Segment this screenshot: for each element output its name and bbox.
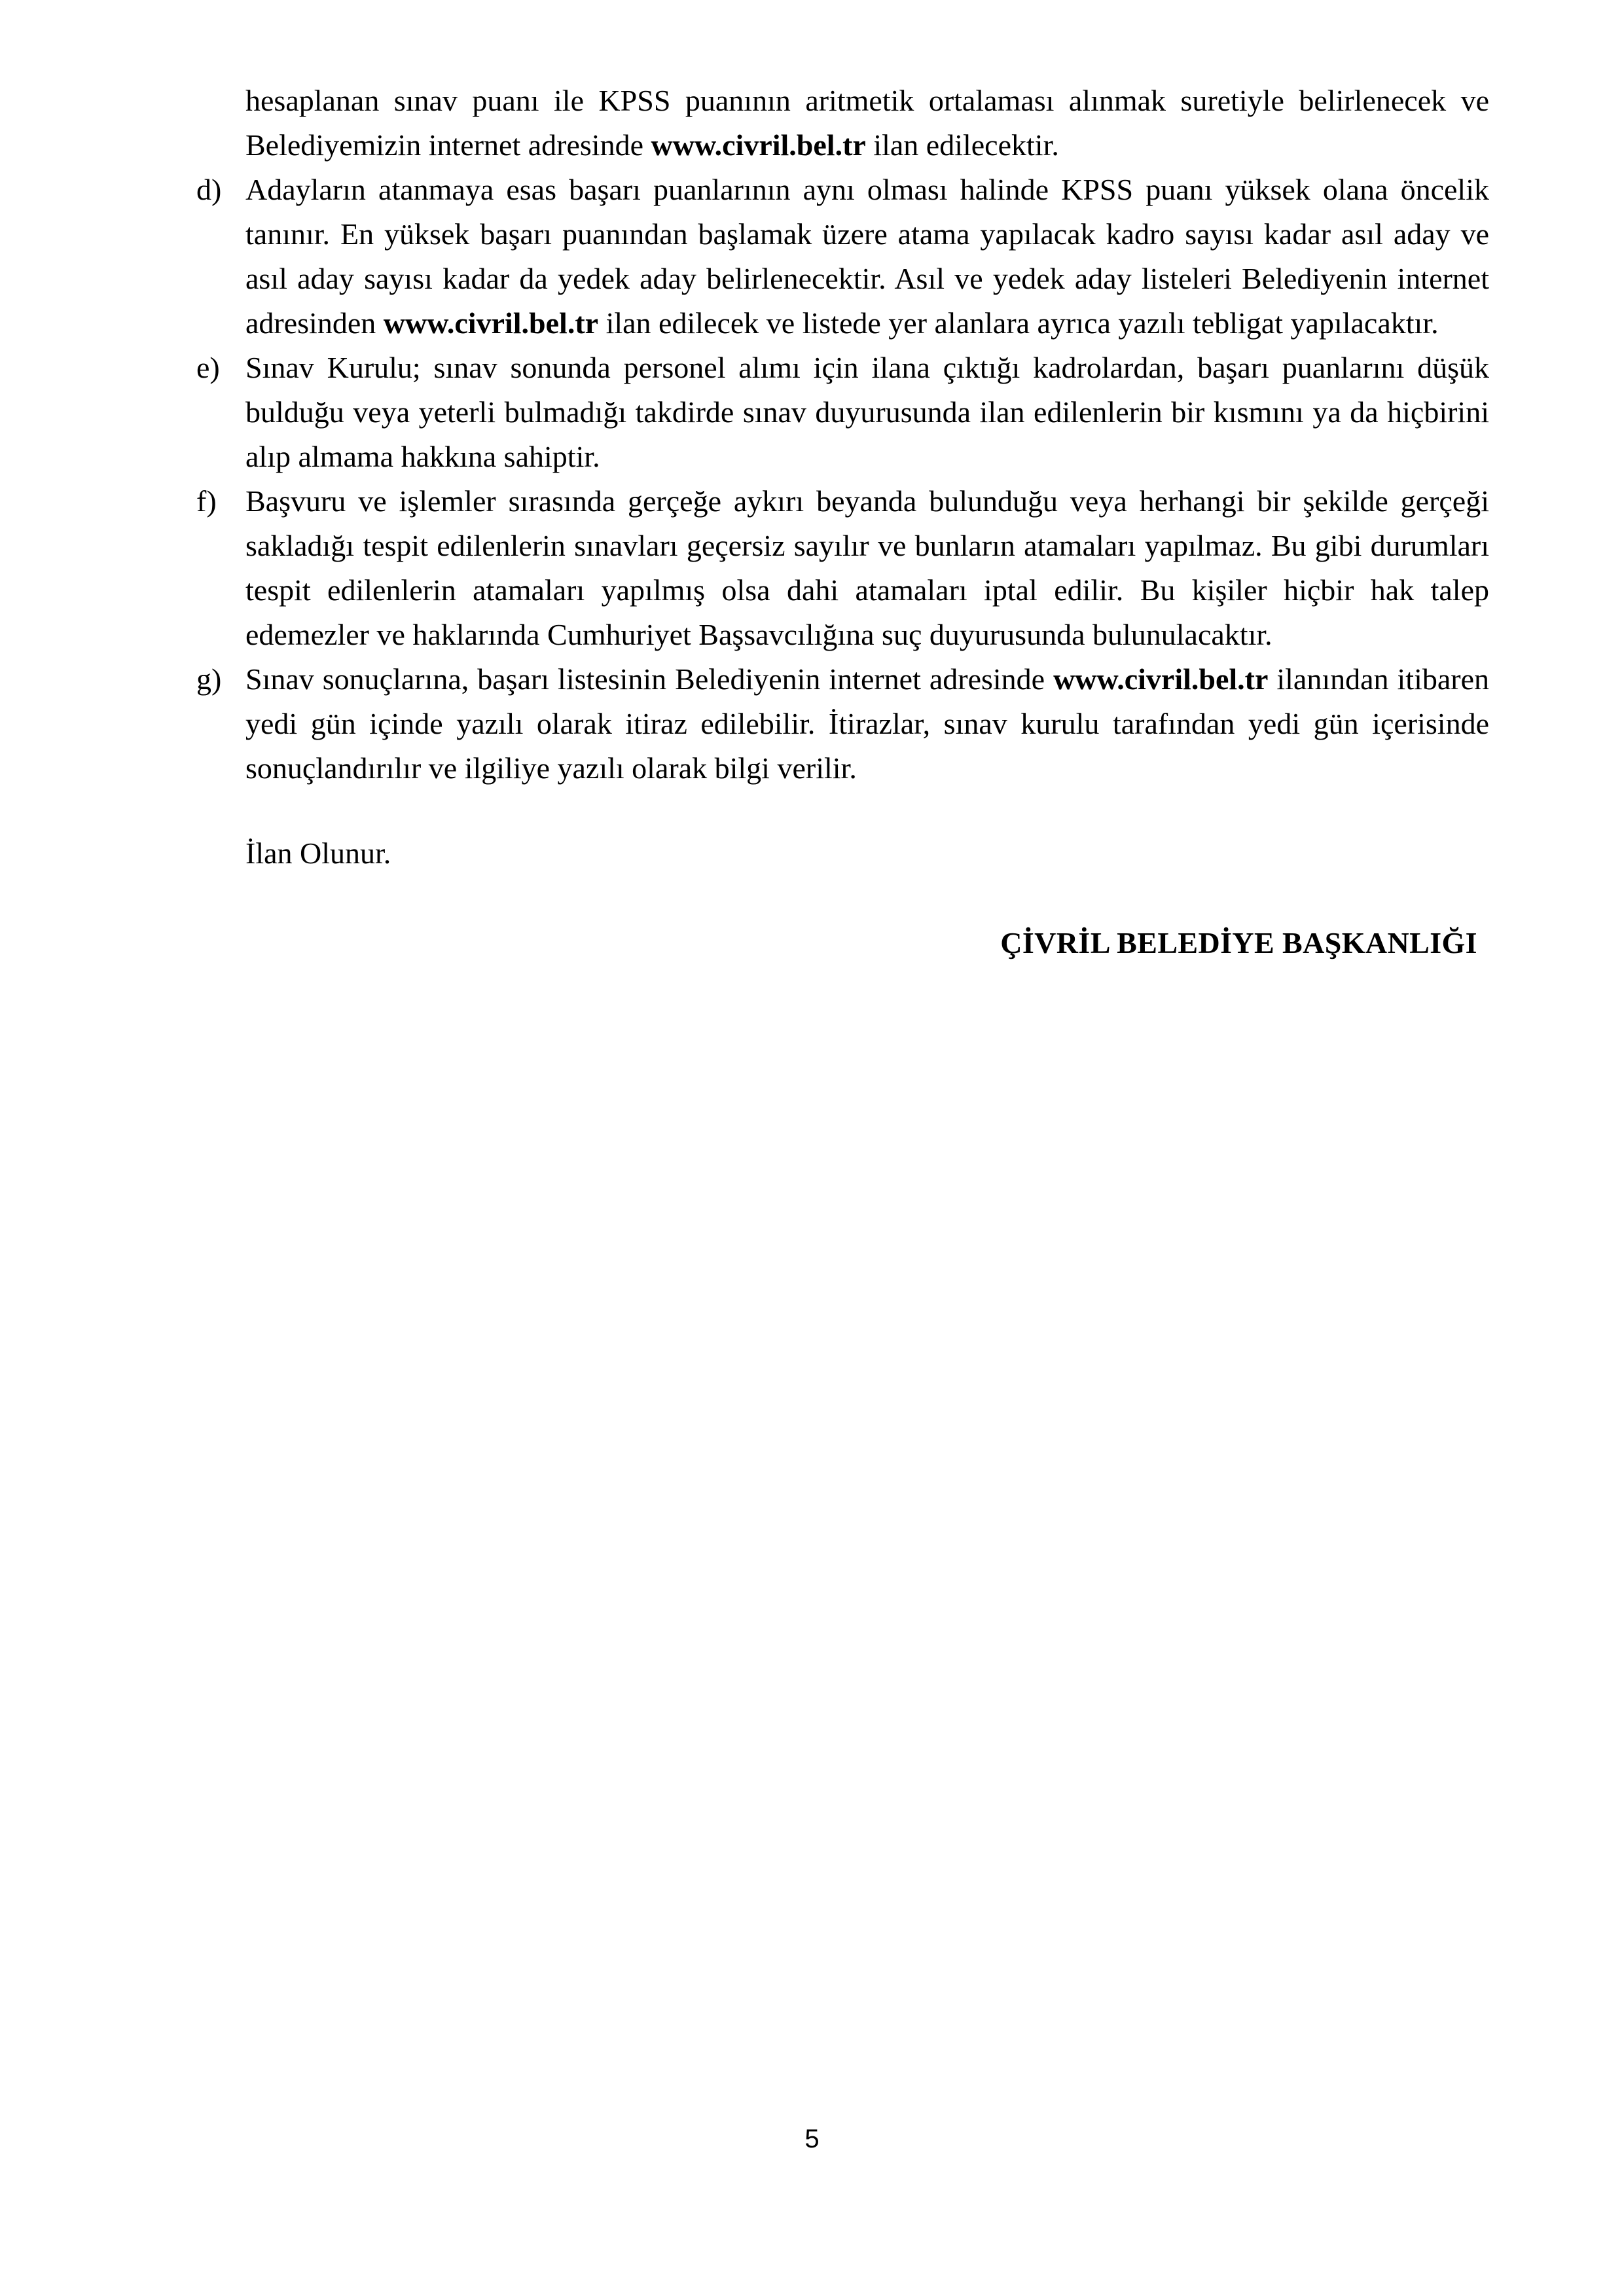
list-item-marker-d: d): [196, 173, 222, 206]
list-item-d: [196, 168, 1489, 346]
website-link[interactable]: www.civril.bel.tr: [383, 306, 599, 340]
continued-paragraph: [196, 79, 1489, 168]
page-number: 5: [804, 2125, 820, 2153]
list-item-d-text-after-link: ilan edilecek ve listede yer alanlara ayrıca yazılı tebligat yapılacaktır.: [598, 306, 1439, 340]
website-link[interactable]: www.civril.bel.tr: [651, 128, 866, 162]
website-link[interactable]: www.civril.bel.tr: [1053, 662, 1269, 696]
continued-paragraph-text-after-link: ilan edilecektir.: [865, 128, 1059, 162]
continued-paragraph-text-before-link: hesaplanan sınav puanı ile KPSS puanının aritmetik ortalaması alınmak suretiyle belirlenecek ve Belediyemizin internet adresinde: [245, 84, 1489, 162]
list-item-g: [196, 657, 1489, 791]
list-item-f-text-before-link: Başvuru ve işlemler sırasında gerçeğe aykırı beyanda bulunduğu veya herhangi bir şekilde gerçeği sakladığı tespit edilenlerin sınavları geçersiz sayılır ve bunların atamaları yapılmaz. Bu gibi durumları tespit edilenlerin atamaları yapılmış olsa dahi atamaları iptal edilir. Bu kişiler hiçbir hak talep edemezler ve haklarında Cumhuriyet Başsavcılığına suç duyurusunda bulunulacaktır.: [245, 484, 1489, 651]
closing-note: İlan Olunur.: [245, 836, 391, 870]
page-footer: [0, 2123, 1624, 2155]
list-item-d-text-before-link: Adayların atanmaya esas başarı puanlarının aynı olması halinde KPSS puanı yüksek olana öncelik tanınır. En yüksek başarı puanından başlamak üzere atama yapılacak kadro sayısı kadar asıl aday ve asıl aday sayısı kadar da yedek aday belirlenecektir. Asıl ve yedek aday listeleri Belediyenin internet adresinden: [245, 173, 1489, 340]
list-item-e: [196, 346, 1489, 479]
list-item-g-text-before-link: Sınav sonuçlarına, başarı listesinin Belediyenin internet adresinde: [245, 662, 1054, 696]
page-content: [196, 79, 1489, 994]
list-item-marker-f: f): [196, 484, 217, 518]
list-item-f: [196, 479, 1489, 657]
list-item-e-text-before-link: Sınav Kurulu; sınav sonunda personel alımı için ilana çıktığı kadrolardan, başarı puanlarını düşük bulduğu veya yeterli bulmadığı takdirde sınav duyurusunda ilan edilenlerin bir kısmını ya da hiçbirini alıp almama hakkına sahiptir.: [245, 351, 1489, 473]
list-item-g-text-after-link: ilanından itibaren yedi gün içinde yazılı olarak itiraz edilebilir. İtirazlar, sınav kurulu tarafından yedi gün içerisinde sonuçlandırılır ve ilgiliye yazılı olarak bilgi verilir.: [245, 662, 1489, 785]
list-item-marker-g: g): [196, 662, 222, 696]
list-item-marker-e: e): [196, 351, 220, 384]
signature-authority: ÇİVRİL BELEDİYE BAŞKANLIĞI: [1000, 926, 1477, 960]
